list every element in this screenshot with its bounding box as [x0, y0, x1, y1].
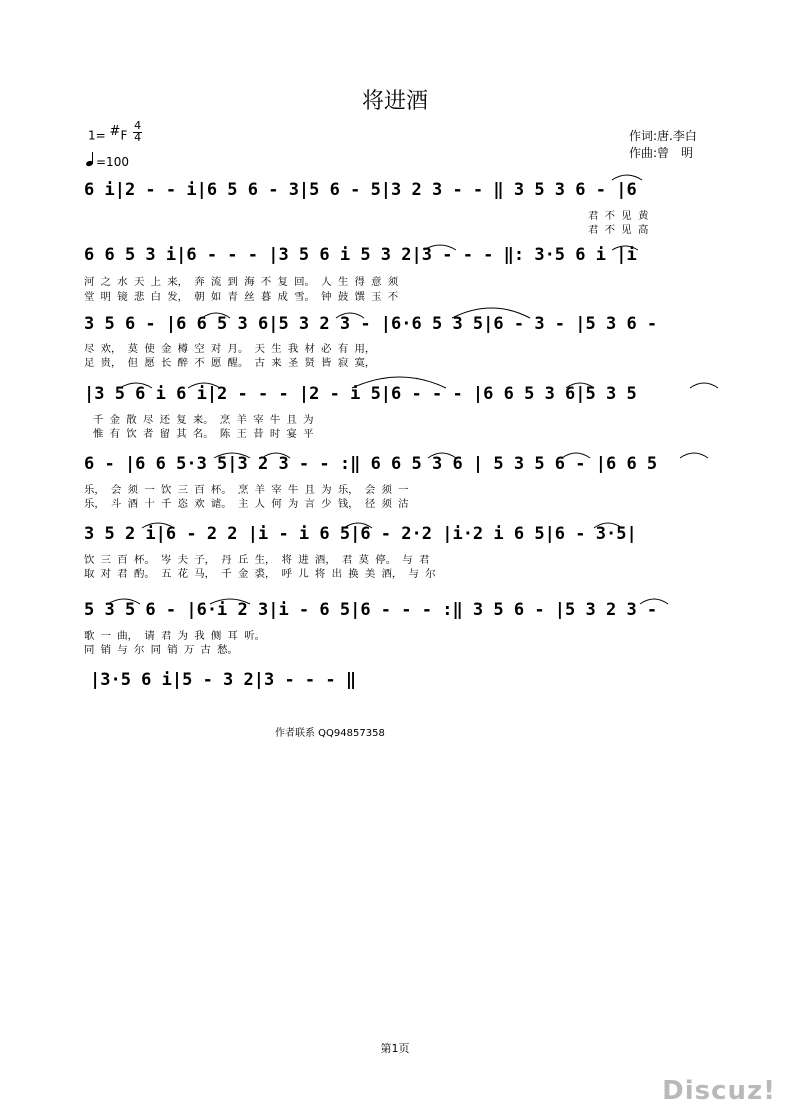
music-line-3: 3 5 6 - |6 6 5 3 6|5 3 2 3 - |6·6 5 3 5|6 - 3 - |5 3 6 - [84, 314, 658, 334]
slur-arc [210, 599, 250, 604]
slur-arc [612, 246, 638, 250]
slur-arc [594, 523, 622, 528]
lyric-line-6a: 饮 三 百 杯。 岑 夫 子， 丹 丘 生， 将 进 酒， 君 莫 停。 与 君 [84, 554, 430, 566]
slur-arc [108, 599, 140, 604]
lyric-line-3a: 尽 欢， 莫 使 金 樽 空 对 月。 天 生 我 材 必 有 用， [84, 343, 376, 355]
sharp-sign: # [109, 123, 121, 139]
slur-arc [336, 313, 364, 318]
lyric-line-7b: 同 销 与 尔 同 销 万 古 愁。 [84, 644, 238, 656]
lyric-line-2b: 堂 明 镜 悲 白 发， 朝 如 青 丝 暮 成 雪。 钟 鼓 馔 玉 不 [84, 291, 399, 303]
page-number: 第1页 [380, 1042, 410, 1055]
slur-arc [452, 308, 530, 318]
lyric-line-4b: 惟 有 饮 者 留 其 名。 陈 王 昔 时 宴 平 [93, 428, 314, 440]
slur-arc [142, 523, 174, 528]
lyric-line-5b: 乐， 斗 酒 十 千 恣 欢 谑。 主 人 何 为 言 少 钱， 径 须 沽 [84, 498, 409, 510]
time-signature-bottom: 4 [134, 131, 142, 144]
slur-arc [262, 453, 290, 458]
score-title: 将进酒 [361, 89, 428, 114]
music-line-4: |3 5 6 i 6 i|2 - - - |2 - i 5|6 - - - |6 6 5 3 6|5 3 5 [84, 384, 637, 404]
lyric-line-1b: 君 不 见 高 [588, 224, 649, 236]
composer-credit: 作曲:曾 明 [629, 146, 694, 160]
music-line-2: 6 6 5 3 i|6 - - - |3 5 6 i 5 3 2|3 - - - ‖: 3·5 6 i |i [84, 245, 637, 265]
music-line-7: 5 3 5 6 - |6·i 2 3|i - 6 5|6 - - - :‖ 3 5 6 - |5 3 2 3 - [84, 600, 658, 620]
lyric-line-6b: 取 对 君 酌。 五 花 马， 千 金 裘， 呼 儿 将 出 换 美 酒， 与 尔 [84, 568, 436, 580]
music-line-6: 3 5 2 i|6 - 2 2 |i - i 6 5|6 - 2·2 |i·2 i 6 5|6 - 3·5| [84, 524, 637, 544]
time-signature-top: 4 [134, 119, 142, 132]
lyric-line-7a: 歌 一 曲， 请 君 为 我 侧 耳 听。 [84, 630, 265, 642]
lyric-line-3b: 足 贵， 但 愿 长 醉 不 愿 醒。 古 来 圣 贤 皆 寂 寞， [84, 357, 376, 369]
music-line-1: 6 i|2 - - i|6 5 6 - 3|5 6 - 5|3 2 3 - - ‖ 3 5 3 6 - |6 [84, 180, 637, 200]
slur-arc [428, 453, 456, 458]
slur-arc [566, 383, 594, 388]
slur-arc [562, 453, 590, 458]
slur-arc [214, 453, 250, 458]
watermark-logo: Discuz! [662, 1076, 776, 1106]
slur-arc [640, 599, 668, 604]
key-prefix: 1= [88, 128, 106, 143]
tempo-value: =100 [96, 155, 129, 169]
slur-arc [352, 377, 446, 388]
lyricist-credit: 作词:唐.李白 [629, 129, 697, 143]
slur-arc [424, 245, 456, 250]
lyric-line-1a: 君 不 见 黄 [588, 210, 649, 222]
slur-arc [202, 313, 230, 318]
slur-arc [344, 523, 372, 528]
slur-arc [690, 383, 718, 388]
lyric-line-2a: 河 之 水 天 上 来， 奔 流 到 海 不 复 回。 人 生 得 意 须 [84, 276, 399, 288]
key-note: F [120, 128, 128, 143]
slur-arc [188, 383, 220, 388]
slur-arc [120, 383, 152, 388]
slur-arc [680, 453, 708, 458]
music-line-5: 6 - |6 6 5·3 5|3 2 3 - - :‖ 6 6 5 3 6 | 5 3 5 6 - |6 6 5 [84, 454, 658, 474]
music-line-8: |3·5 6 i|5 - 3 2|3 - - - ‖ [90, 670, 357, 690]
lyric-line-4a: 千 金 散 尽 还 复 来。 烹 羊 宰 牛 且 为 [93, 414, 314, 426]
author-contact: 作者联系 QQ94857358 [275, 728, 385, 739]
lyric-line-5a: 乐， 会 须 一 饮 三 百 杯。 烹 羊 宰 牛 且 为 乐， 会 须 一 [84, 484, 409, 496]
slur-arc [612, 175, 642, 180]
